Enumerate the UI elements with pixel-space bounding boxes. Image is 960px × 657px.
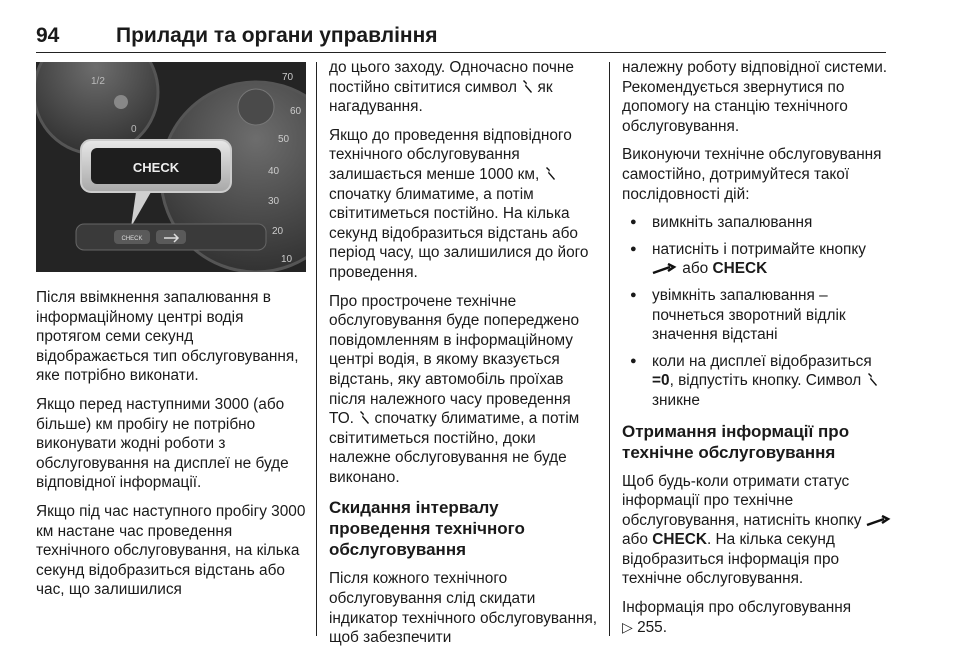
text: коли на дисплеї відобразиться (652, 352, 872, 370)
step-list (622, 213, 892, 410)
section-heading: Отримання інформації про технічне обслуговування (622, 421, 850, 462)
paragraph: Виконуючи технічне обслуговування самостійно, дотримуйтеся такої послідовності дій: (622, 146, 882, 203)
paragraph (329, 58, 599, 117)
reference-arrow-icon[interactable]: ▷ (622, 618, 633, 635)
text: як нагадування. (329, 78, 553, 116)
dial-right-label: 50 (278, 134, 290, 145)
section-heading: Скидання інтервалу проведення технічного обслуговування (329, 498, 525, 560)
dial-right-label: 20 (272, 226, 284, 237)
paragraph (622, 598, 892, 637)
dial-left-label: 0 (131, 124, 137, 135)
paragraph (622, 472, 892, 590)
dial-right-label: 10 (281, 254, 293, 265)
column-separator (609, 62, 610, 636)
trip-button-icon (652, 263, 678, 275)
text: Щоб будь-коли отримати статус інформації про технічне обслуговування, натисніть кнопку (622, 472, 862, 529)
dial-left-label: 1/2 (91, 76, 105, 87)
page-reference[interactable]: 255. (637, 618, 668, 636)
wrench-icon (544, 167, 556, 181)
paragraph (329, 292, 599, 488)
list-item (622, 240, 892, 279)
dial-right-label: 60 (290, 106, 302, 117)
text: спочатку блиматиме, а потім світитиметься постійно, доки належне обслуговування не буде виконано. (329, 410, 580, 486)
dial-right-label: 30 (268, 196, 280, 207)
text: натисніть і потримайте кнопку (652, 240, 866, 258)
page-title: Прилади та органи управління (116, 24, 438, 47)
page-header (36, 24, 886, 53)
text: . На кілька секунд відобразиться інформація про технічне обслуговування. (622, 531, 840, 588)
check-display-label: CHECK (132, 160, 180, 175)
text: спочатку блиматиме, а потім світитиметься постійно. На кілька секунд відобразиться відстань або період часу, що залишилися до його проведення. (329, 185, 589, 281)
text: увімкніть запалювання – почнеться зворотний відлік значення відстані (652, 286, 846, 344)
column-1 (36, 62, 306, 609)
text: або (622, 531, 648, 549)
column-2 (329, 58, 599, 657)
check-button-label: CHECK (121, 236, 143, 242)
list-item (622, 213, 892, 233)
text: , відпустіть кнопку. Символ (669, 372, 862, 390)
check-label: CHECK (712, 260, 768, 278)
paragraph: належну роботу відповідної системи. Рекомендується звернутися по допомогу на станцію технічного обслуговування. (622, 59, 888, 135)
text: Інформація про обслуговування (622, 599, 852, 617)
text: або (682, 260, 709, 278)
text: Про прострочене технічне обслуговування буде попереджено повідомленням в інформаційному центрі водія, в якому вказується відстань, яку автомобіль проїхав після належного часу проведення ТО. (329, 292, 580, 428)
list-item (622, 286, 892, 345)
text: вимкніть запалювання (652, 214, 813, 232)
paragraph: Після ввімкнення запалювання в інформаційному центрі водія протягом семи секунд відображається тип обслуговування, яке потрібно виконати. (36, 289, 299, 385)
paragraph: Якщо перед наступними 3000 (або більше) км пробігу не потрібно виконувати жодні роботи з обслуговування на дисплеї не буде відповідної інформації. (36, 395, 289, 492)
paragraph (329, 126, 599, 283)
wrench-icon (866, 373, 878, 387)
column-3 (622, 58, 892, 646)
text: зникне (652, 391, 700, 409)
zero-value: =0 (652, 372, 670, 390)
dial-right-label: 70 (282, 72, 294, 83)
wrench-icon (358, 411, 370, 425)
page-number: 94 (36, 24, 60, 47)
paragraph: Якщо під час наступного пробігу 3000 км настане час проведення технічного обслуговування, на кілька секунд відобразиться відстань або час, що залишилися (36, 502, 306, 599)
wrench-icon (521, 80, 533, 94)
check-label: CHECK (652, 531, 707, 549)
text: до цього заходу. Одночасно почне постійно світитися символ (329, 59, 574, 96)
dial-right-label: 40 (268, 166, 280, 177)
list-item (622, 352, 892, 411)
trip-button-icon (866, 515, 892, 527)
paragraph: Після кожного технічного обслуговування слід скидати індикатор технічного обслуговування, щоб забезпечити (329, 570, 598, 647)
instrument-cluster-figure (36, 62, 306, 272)
column-separator (316, 62, 317, 636)
text: Якщо до проведення відповідного технічного обслуговування залишається менше 1000 км, (329, 126, 572, 183)
